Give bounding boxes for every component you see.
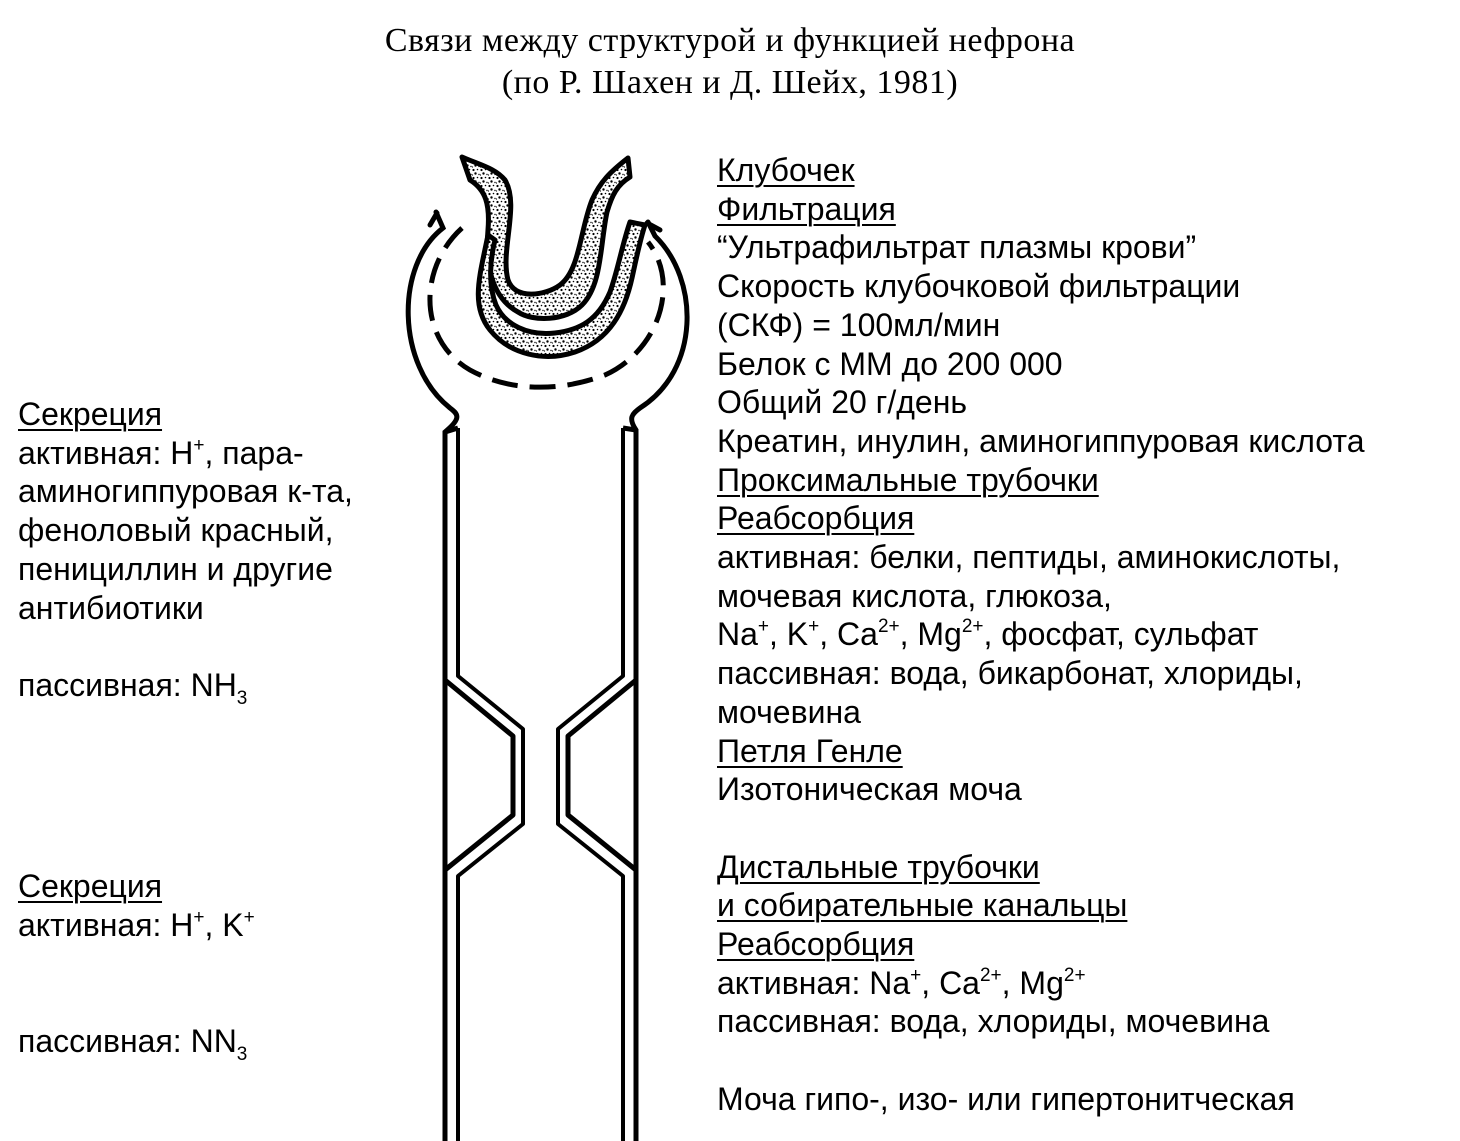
secretion-active-line: активная: H+, пара- xyxy=(18,434,304,471)
secretion-line-2: аминогиппуровая к-та, xyxy=(18,473,353,510)
secretion-heading: Секреция xyxy=(18,868,163,904)
markers-line: Креатин, инулин, аминогиппуровая кислота xyxy=(717,422,1365,459)
distal-heading-2: и собирательные канальцы xyxy=(717,887,1128,924)
protein-line-2: Общий 20 г/день xyxy=(717,384,968,421)
diagram-title xyxy=(0,20,1460,104)
secretion-passive-line: пассивная: $NN_3$ xyxy=(18,1022,248,1065)
glomerulus-heading: Клубочек xyxy=(717,152,855,188)
protein-line-1: Белок с ММ до 200 000 xyxy=(717,345,1063,382)
gfr-line-2: (СКФ) = 100мл/мин xyxy=(717,306,1001,343)
passive-line-2: мочевина xyxy=(717,693,861,730)
nephron-diagram xyxy=(400,140,700,1141)
henle-heading: Петля Генле xyxy=(717,732,903,769)
secretion-block-distal xyxy=(18,867,255,1065)
distal-heading-1: Дистальные трубочки xyxy=(717,848,1040,885)
passive-line-distal: пассивная: вода, хлориды, мочевина xyxy=(717,1003,1270,1040)
secretion-line-5: антибиотики xyxy=(18,589,204,626)
secretion-line-3: феноловый красный, xyxy=(18,512,334,549)
active-line-2: мочевая кислота, глюкоза, xyxy=(717,577,1112,614)
secretion-line-4: пенициллин и другие xyxy=(18,550,333,587)
right-description xyxy=(717,151,1364,1119)
passive-line-1: пассивная: вода, бикарбонат, хлориды, xyxy=(717,655,1303,692)
urine-line: Моча гипо-, изо- или гипертонитческая xyxy=(717,1080,1295,1117)
title-line-1: Связи между структурой и функцией нефрона xyxy=(384,22,1076,59)
ultrafiltrate-line: “Ультрафильтрат плазмы крови” xyxy=(717,229,1197,266)
ions-line: Na+, K+, $Ca^{2+}$, $Mg^{2+}$, фосфат, сульфат xyxy=(717,616,1259,653)
isotonic-line: Изотоническая моча xyxy=(717,771,1022,808)
gfr-line-1: Скорость клубочковой фильтрации xyxy=(717,268,1241,305)
active-line-1: активная: белки, пептиды, аминокислоты, xyxy=(717,539,1341,576)
secretion-active-line: активная: H+, K+ xyxy=(18,906,255,943)
secretion-passive-line: пассивная: $NH_3$ xyxy=(18,666,248,709)
reabsorption-heading: Реабсорбция xyxy=(717,500,915,537)
proximal-heading: Проксимальные трубочки xyxy=(717,461,1099,498)
reabsorption-heading: Реабсорбция xyxy=(717,926,915,963)
tubule-lumen xyxy=(458,428,623,1141)
secretion-block-proximal xyxy=(18,395,353,709)
tubule-entry xyxy=(445,428,636,432)
ions-line-distal: активная: Na+, $Ca^{2+}$, $Mg^{2+}$ xyxy=(717,964,1086,1001)
tubule xyxy=(445,430,636,1141)
filtration-heading: Фильтрация xyxy=(717,190,896,227)
glomerulus-capillary xyxy=(462,157,645,356)
secretion-heading: Секреция xyxy=(18,396,163,432)
title-line-2: (по Р. Шахен и Д. Шейх, 1981) xyxy=(501,64,959,101)
